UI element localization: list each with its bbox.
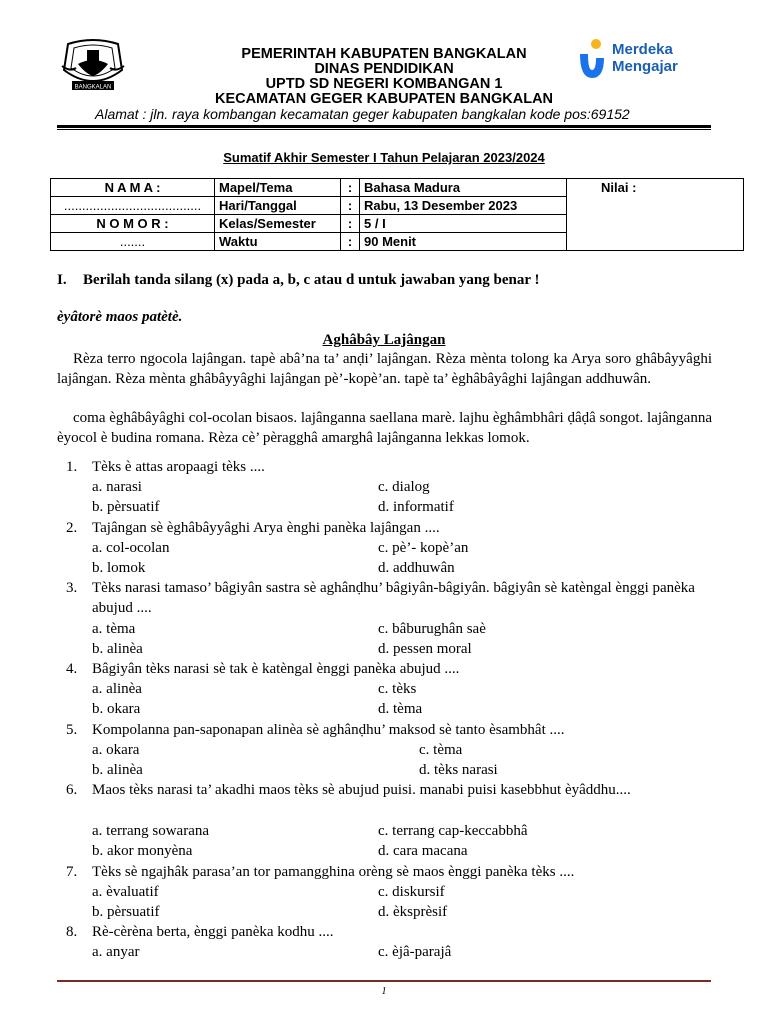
student-info-table: [50, 178, 744, 251]
waktu-sep: :: [341, 233, 360, 251]
q1-option-b[interactable]: b. pèrsuatif: [92, 499, 160, 515]
section-subtitle: èyâtorè maos patètè.: [57, 309, 183, 325]
svg-text:BANGKALAN: BANGKALAN: [74, 84, 112, 91]
story-paragraph-1: Rèza terro ngocola lajângan. tapè abâ’na ta’ anḍi’ lajângan. Rèza mènta tolong ka Arya soro ghâbâyyâghi lajângan. Rèza mènta ghâbâyyâghi lajângan pè’-kopè’an. tapè ta’ èghâbâyâghi lajângan addhuwân.: [57, 351, 712, 387]
q5-option-c[interactable]: c. tèma: [419, 742, 463, 758]
page-number: 1: [381, 986, 387, 997]
question-2: 2. Tajângan sè èghâbâyyâghi Arya ènghi panèka lajângan ....: [66, 520, 440, 536]
q4-option-c[interactable]: c. tèks: [378, 681, 417, 697]
waktu-value: 90 Menit: [360, 233, 567, 251]
q1-option-c[interactable]: c. dialog: [378, 479, 430, 495]
header-line-1: PEMERINTAH KABUPATEN BANGKALAN: [241, 46, 527, 62]
q7-option-a[interactable]: a. èvaluatif: [92, 884, 159, 900]
hari-value: Rabu, 13 Desember 2023: [360, 197, 567, 215]
q2-option-b[interactable]: b. lomok: [92, 560, 146, 576]
q7-option-b[interactable]: b. pèrsuatif: [92, 904, 160, 920]
question-8: 8. Rè-cèrèna berta, ènggi panèka kodhu ....: [66, 924, 334, 940]
q7-option-c[interactable]: c. diskursif: [378, 884, 445, 900]
section-instruction: I. Berilah tanda silang (x) pada a, b, c atau d untuk jawaban yang benar !: [57, 272, 540, 288]
nilai-box: Nilai :: [567, 179, 744, 251]
hari-label: Hari/Tanggal: [215, 197, 341, 215]
merdeka-mengajar-icon: [574, 38, 608, 82]
kelas-value: 5 / I: [360, 215, 567, 233]
story-title: Aghâbây Lajângan: [322, 332, 446, 348]
q2-option-c[interactable]: c. pè’- kopè’an: [378, 540, 469, 556]
q7-option-d[interactable]: d. èksprèsif: [378, 904, 448, 920]
question-4: 4. Bâgiyân tèks narasi sè tak è katèngal ènggi panèka abujud ....: [66, 661, 460, 677]
header-rule-thin: [57, 129, 711, 130]
kelas-sep: :: [341, 215, 360, 233]
q5-option-b[interactable]: b. alinèa: [92, 762, 143, 778]
q4-option-b[interactable]: b. okara: [92, 701, 141, 717]
header-line-2: DINAS PENDIDIKAN: [314, 61, 454, 77]
q1-option-a[interactable]: a. narasi: [92, 479, 142, 495]
q3-option-b[interactable]: b. alinèa: [92, 641, 143, 657]
q4-option-a[interactable]: a. alinèa: [92, 681, 142, 697]
exam-title: Sumatif Akhir Semester I Tahun Pelajaran 2023/2024: [223, 150, 545, 165]
address: Alamat : jln. raya kombangan kecamatan geger kabupaten bangkalan kode pos:69152: [95, 106, 630, 122]
footer-rule: [57, 980, 711, 982]
header-line-4: KECAMATAN GEGER KABUPATEN BANGKALAN: [214, 91, 554, 107]
q3-option-a[interactable]: a. tèma: [92, 621, 136, 637]
mapel-value: Bahasa Madura: [360, 179, 567, 197]
q6-option-c[interactable]: c. terrang cap-keccabbhâ: [378, 823, 528, 839]
q6-option-a[interactable]: a. terrang sowarana: [92, 823, 210, 839]
kelas-label: Kelas/Semester: [215, 215, 341, 233]
logo-text-merdeka: Merdeka: [612, 41, 673, 58]
logo-text-mengajar: Mengajar: [612, 58, 678, 75]
nama-blank[interactable]: ......................................: [51, 197, 215, 215]
q5-option-d[interactable]: d. tèks narasi: [419, 762, 498, 778]
story-paragraph-2: coma èghâbâyâghi col-ocolan bisaos. lajânganna saellana marè. lajhu èghâmbhâri ḍâḍâ songot. lajânganna èyocol è budina romana. Rèza cè’ pèragghâ amarghâ lajânganna lekkas lomok.: [57, 410, 712, 446]
q5-option-a[interactable]: a. okara: [92, 742, 140, 758]
question-1: 1. Tèks è attas aropaagi tèks ....: [66, 459, 265, 475]
question-3: 3. Tèks narasi tamaso’ bâgiyân sastra sè aghânḍhu’ bâgiyân-bâgiyân. bâgiyân sè katèngal ènggi panèka abujud ....: [66, 580, 695, 616]
q6-option-d[interactable]: d. cara macana: [378, 843, 468, 859]
question-5: 5. Kompolanna pan-saponapan alinèa sè aghânḍhu’ maksod sè tanto èsambhât ....: [66, 722, 565, 738]
q2-option-a[interactable]: a. col-ocolan: [92, 540, 170, 556]
question-7: 7. Tèks sè ngajhâk parasa’an tor pamangghina orèng sè maos ènggi panèka tèks ....: [66, 864, 575, 880]
q8-option-c[interactable]: c. èjâ-parajâ: [378, 944, 452, 960]
mapel-sep: :: [341, 179, 360, 197]
waktu-label: Waktu: [215, 233, 341, 251]
q3-option-d[interactable]: d. pessen moral: [378, 641, 472, 657]
bangkalan-logo: [60, 38, 126, 94]
q2-option-d[interactable]: d. addhuwân: [378, 560, 455, 576]
q4-option-d[interactable]: d. tèma: [378, 701, 423, 717]
nama-label: N A M A :: [51, 179, 215, 197]
merdeka-mengajar-logo: [574, 38, 714, 84]
nomor-label: N O M O R :: [51, 215, 215, 233]
question-6: 6. Maos tèks narasi ta’ akadhi maos tèks sè abujud puisi. manabi puisi kasebbhut èyâddhu....: [66, 782, 631, 798]
header-line-3: UPTD SD NEGERI KOMBANGAN 1: [265, 76, 503, 92]
q1-option-d[interactable]: d. informatif: [378, 499, 454, 515]
q6-option-b[interactable]: b. akor monyèna: [92, 843, 193, 859]
q8-option-a[interactable]: a. anyar: [92, 944, 140, 960]
nomor-blank[interactable]: .......: [51, 233, 215, 251]
mapel-label: Mapel/Tema: [215, 179, 341, 197]
q3-option-c[interactable]: c. bâburughân saè: [378, 621, 486, 637]
hari-sep: :: [341, 197, 360, 215]
header-rule: [57, 125, 711, 128]
